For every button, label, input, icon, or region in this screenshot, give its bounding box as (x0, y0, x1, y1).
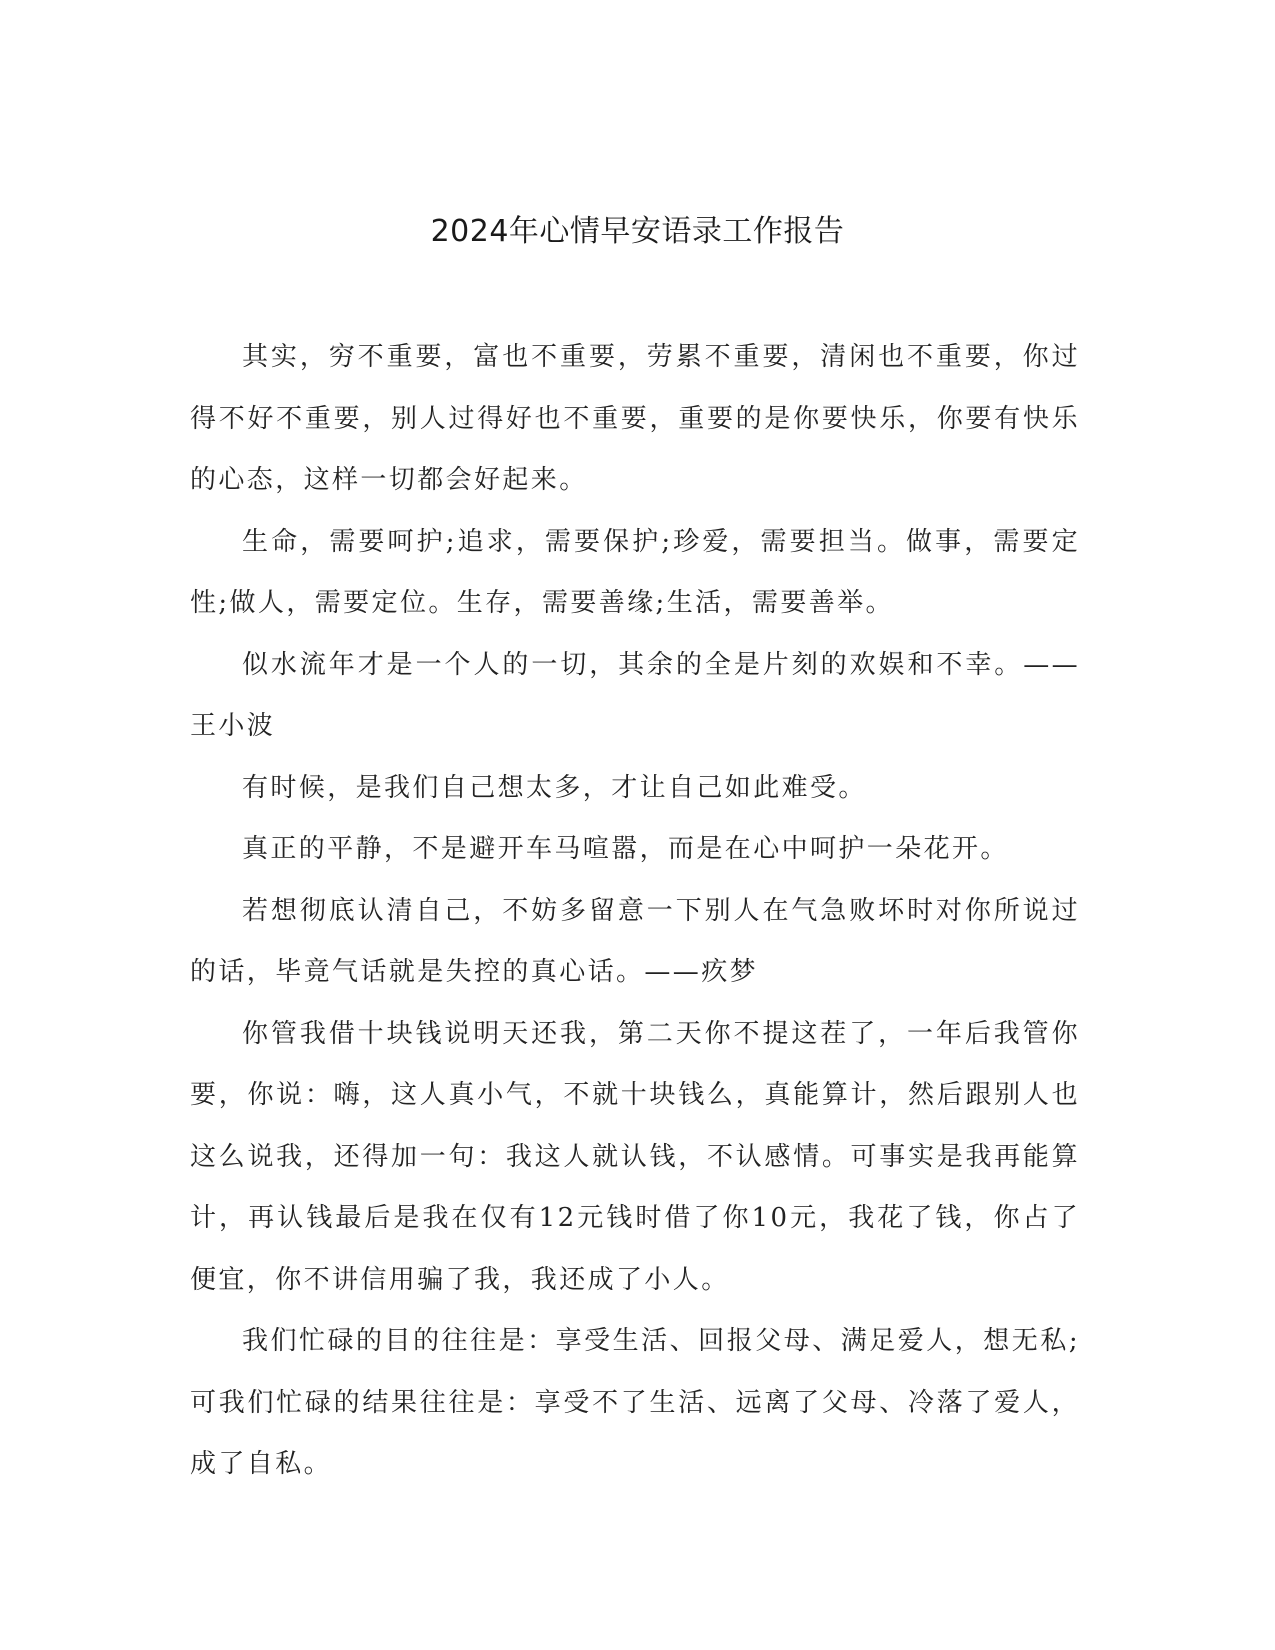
paragraph-8: 我们忙碌的目的往往是：享受生活、回报父母、满足爱人，想无私;可我们忙碌的结果往往是：享受不了生活、远离了父母、冷落了爱人，成了自私。 (190, 1326, 1080, 1479)
paragraph-6: 若想彻底认清自己，不妨多留意一下别人在气急败坏时对你所说过的话，毕竟气话就是失控的真心话。——疚梦 (190, 895, 1080, 987)
paragraph-3: 似水流年才是一个人的一切，其余的全是片刻的欢娱和不幸。——王小波 (190, 649, 1080, 741)
paragraph-4: 有时候，是我们自己想太多，才让自己如此难受。 (242, 772, 867, 803)
paragraph-1: 其实，穷不重要，富也不重要，劳累不重要，清闲也不重要，你过得不好不重要，别人过得好也不重要，重要的是你要快乐，你要有快乐的心态，这样一切都会好起来。 (190, 342, 1080, 495)
paragraph-5: 真正的平静，不是避开车马喧嚣，而是在心中呵护一朵花开。 (242, 834, 1009, 864)
paragraph-7: 你管我借十块钱说明天还我，第二天你不提这茬了，一年后我管你要，你说：嗨，这人真小气，不就十块钱么，真能算计，然后跟别人也这么说我，还得加一句：我这人就认钱，不认感情。可事实是我再能算计，再认钱最后是我在仅有12元钱时借了你10元，我花了钱，你占了便宜，你不讲信用骗了我，我还成了小人。 (190, 1018, 1080, 1295)
document-body (190, 327, 1080, 1496)
document-title: 2024年心情早安语录工作报告 (430, 214, 845, 249)
paragraph-2: 生命，需要呵护;追求，需要保护;珍爱，需要担当。做事，需要定性;做人，需要定位。生存，需要善缘;生活，需要善举。 (190, 526, 1080, 618)
